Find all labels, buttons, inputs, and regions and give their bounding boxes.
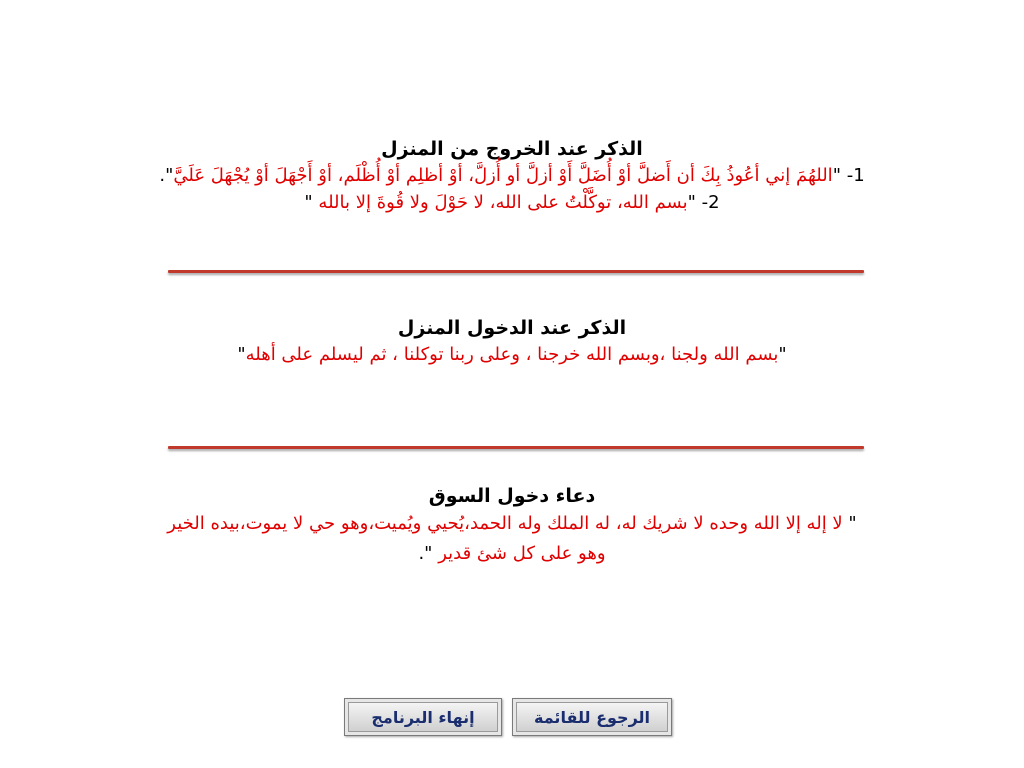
exit-home-item-2 — [40, 189, 984, 216]
end-program-button[interactable] — [344, 698, 502, 736]
market-text-line-2: وهو على كل شئ قدير — [438, 543, 606, 564]
enter-home-text-line — [40, 341, 984, 368]
item-2-text: بسم الله، توكَّلْتُ على الله، لا حَوْلَ ولا قُوةَ إلا بالله — [318, 192, 688, 213]
item-2-number: 2- — [701, 192, 720, 213]
end-program-button-label: إنهاء البرنامج — [348, 702, 498, 732]
item-1-text: اللهُمَ إني أعُوذُ بِكَ أن أَضلَّ أوْ أُضَلَّ أَوْ أزلَّ أو أُزلَّ، أوْ أظلِم أوْ أُظْلَم، أوْ أَجْهَلَ أوْ يُجْهَلَ عَلَيَّ — [173, 165, 833, 186]
enter-home-section — [40, 315, 984, 368]
exit-home-item-1 — [40, 162, 984, 189]
enter-home-text: بسم الله ولجنا ،وبسم الله خرجنا ، وعلى ربنا توكلنا ، ثم ليسلم على أهله — [245, 344, 779, 365]
open-quote: " — [778, 344, 787, 365]
open-quote: " — [832, 165, 841, 186]
item-1-number: 1- — [846, 165, 865, 186]
back-to-menu-button[interactable] — [512, 698, 672, 736]
market-close-quote: ". — [418, 543, 439, 564]
exit-home-title: الذكر عند الخروج من المنزل — [381, 138, 643, 160]
close-quote: " — [237, 344, 246, 365]
market-title: دعاء دخول السوق — [428, 485, 596, 507]
exit-home-section — [40, 136, 984, 216]
item-1-close-quote: ". — [159, 165, 174, 186]
market-section — [40, 483, 984, 569]
open-quote: " — [687, 192, 696, 213]
item-2-close-quote: " — [304, 192, 319, 213]
back-to-menu-button-label: الرجوع للقائمة — [516, 702, 668, 732]
market-text-block — [72, 509, 952, 569]
market-open-quote: " — [842, 513, 857, 534]
section-divider — [168, 270, 864, 273]
enter-home-title: الذكر عند الدخول المنزل — [397, 317, 627, 339]
section-divider — [168, 446, 864, 449]
market-text-line-1: لا إله إلا الله وحده لا شريك له، له الملك وله الحمد،يُحيي ويُميت،وهو حي لا يموت،بيده الخير — [167, 513, 843, 534]
